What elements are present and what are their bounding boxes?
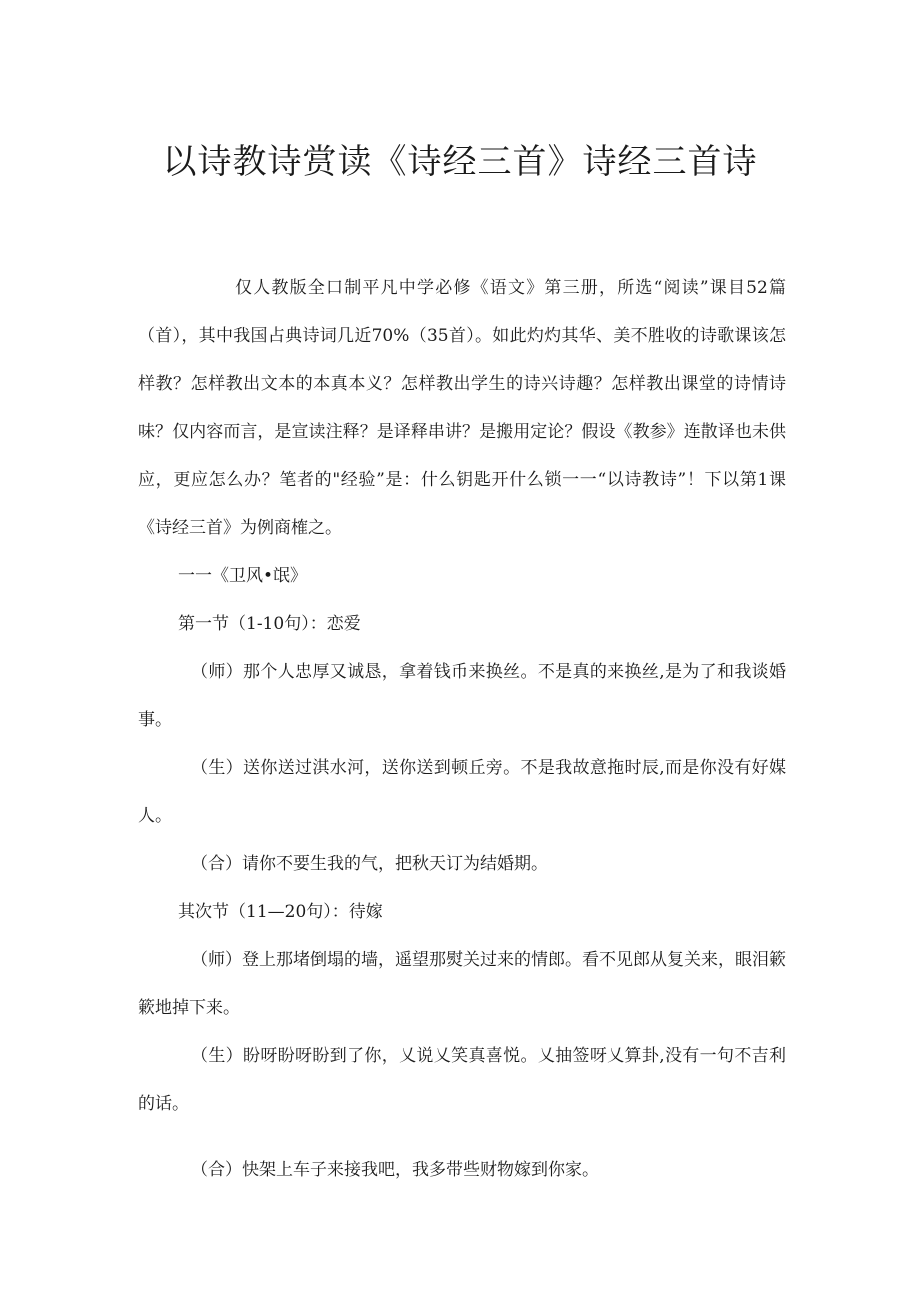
part2-chorus-line: （合）快架上车子来接我吧，我多带些财物嫁到你家。 xyxy=(191,1160,599,1180)
part2-teacher-line: （师）登上那堵倒塌的墙，遥望那熨关过来的情郎。看不见郎从复关来，眼泪簌簌地掉下来。 xyxy=(138,950,786,1018)
part1-teacher-line: （师）那个人忠厚又诚恳，拿着钱币来换丝。不是真的来换丝,是为了和我谈婚事。 xyxy=(138,662,786,730)
part2-student-line: （生）盼呀盼呀盼到了你，乂说乂笑真喜悦。乂抽签呀乂算卦,没有一句不吉利的话。 xyxy=(138,1046,786,1114)
part1-chorus-line: （合）请你不要生我的气，把秋天订为结婚期。 xyxy=(191,854,548,874)
part1-student-line: （生）送你送过淇水河，送你送到顿丘旁。不是我故意拖时辰,而是你没有好媒人。 xyxy=(138,758,786,826)
part2-heading: 其次节（11—20句）：待嫁 xyxy=(178,902,383,922)
intro-paragraph: 仅人教版全口制平凡中学必修《语文》第三册，所选“阅读”课目52篇（首），其中我国占典诗词几近70%（35首）。如此灼灼其华、美不胜收的诗歌课该怎样教？怎样教出文本的本真本义？怎样教出学生的诗兴诗趣？怎样教出课堂的诗情诗味？仅内容而言，是宣读注释？是译释串讲？是搬用定论？假设《教参》连散译也未供应，更应怎么办？笔者的"经验”是：什么钥匙开什么锁一一“以诗教诗”！下以第1课《诗经三首》为例商榷之。 xyxy=(138,278,786,538)
section-heading: 一一《卫风•氓》 xyxy=(178,566,308,586)
document-title: 以诗教诗赏读《诗经三首》诗经三首诗 xyxy=(162,142,758,182)
part1-heading: 第一节（1-10句）：恋爱 xyxy=(178,614,361,634)
document-body xyxy=(138,264,786,1194)
